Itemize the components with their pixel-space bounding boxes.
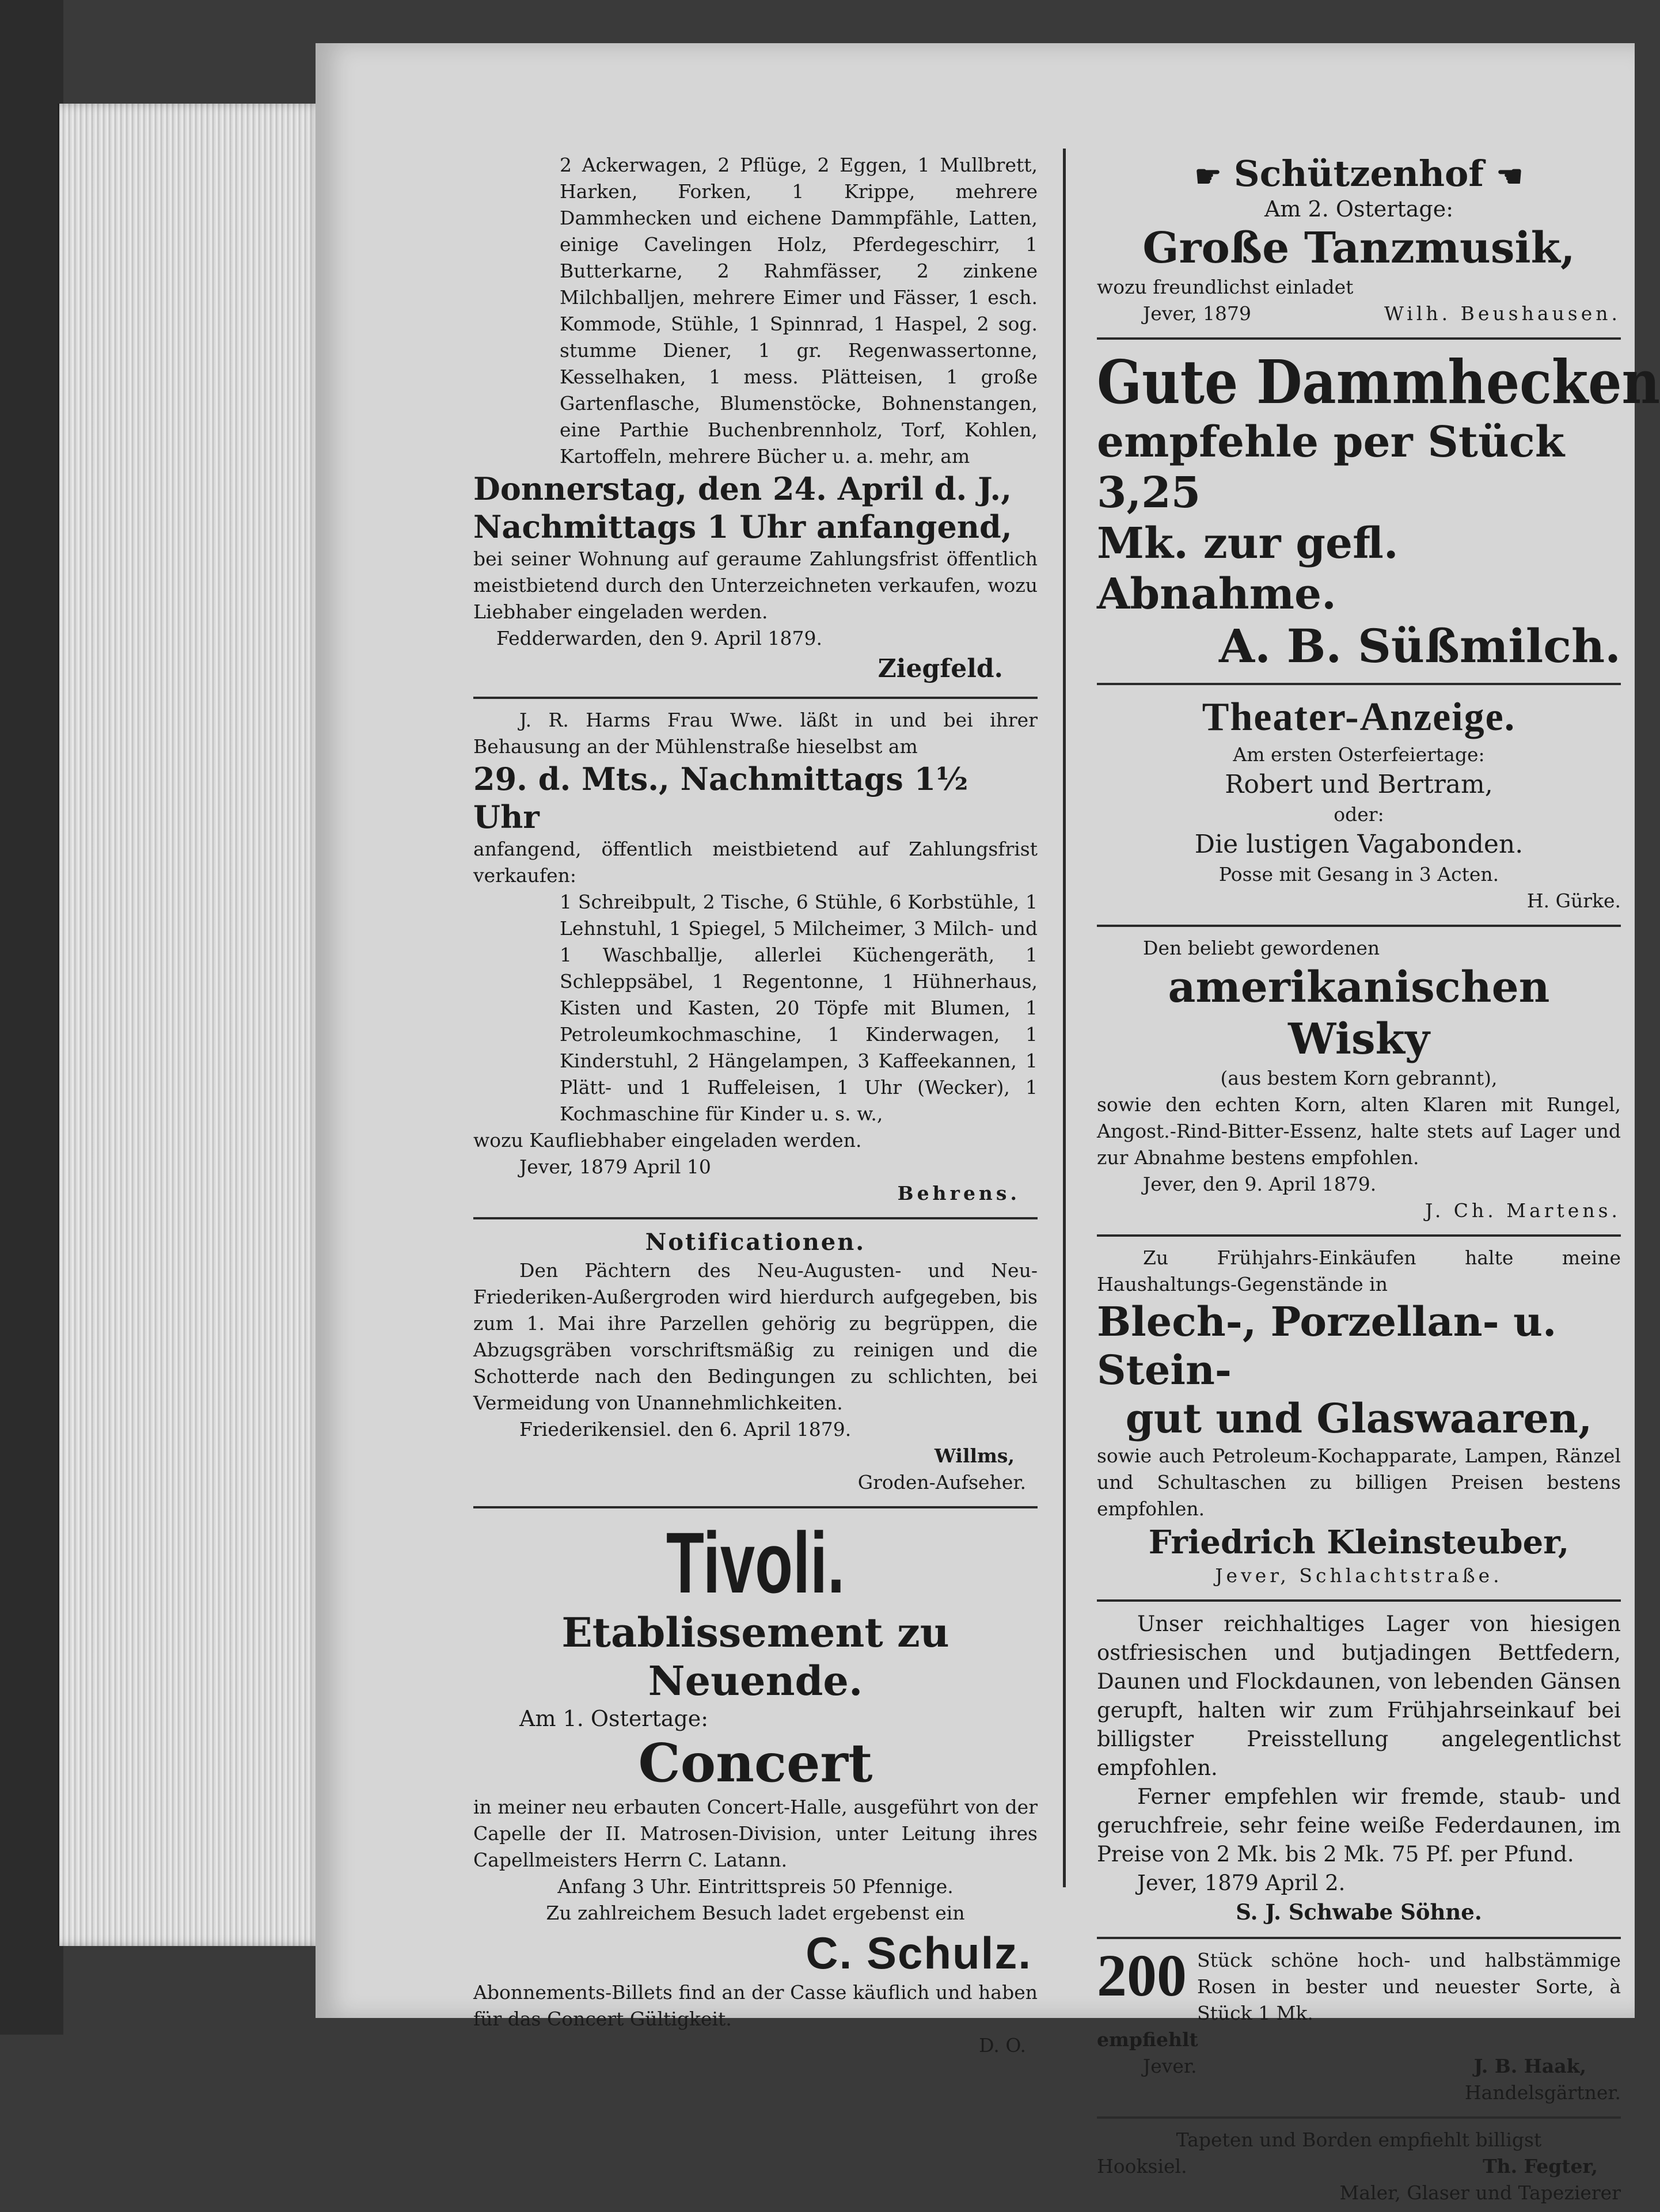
section-rule — [473, 1217, 1038, 1219]
theater-play-2: Die lustigen Vagabonden. — [1194, 830, 1524, 859]
schwabe-signature: S. J. Schwabe Söhne. — [1236, 1899, 1482, 1925]
schwabe-place-date: Jever, 1879 April 2. — [1137, 1871, 1346, 1895]
tivoli-host: C. Schulz. — [806, 1928, 1032, 1978]
theater-genre: Posse mit Gesang in 3 Acten. — [1218, 863, 1499, 885]
wisky-intro: Den beliebt gewordenen — [1143, 937, 1380, 959]
theater-ad — [1097, 690, 1621, 920]
rosen-closing: empfiehlt — [1097, 2028, 1198, 2051]
dammhecken-offer: empfehle per Stück 3,25 — [1097, 417, 1565, 518]
fegter-signature-name: Th. Fegter, — [1483, 2155, 1598, 2177]
tivoli-occasion: Am 1. Ostertage: — [519, 1706, 709, 1731]
schuetzenhof-ad — [1097, 149, 1621, 333]
page-stack-edge — [58, 104, 324, 1946]
auction-fedderwarden-ad — [473, 149, 1038, 692]
notifications-signature-name: Willms, — [934, 1445, 1015, 1467]
notifications-heading: Notificationen. — [645, 1229, 866, 1256]
auction-place-date: Fedderwarden, den 9. April 1879. — [496, 627, 822, 649]
theater-play-1: Robert und Bertram, — [1225, 770, 1493, 799]
auction-items-text: 2 Ackerwagen, 2 Pflüge, 2 Eggen, 1 Mullbrett, Harken, Forken, 1 Krippe, mehrere Dammhecken und eichene Dammpfähle, Latten, einige Cavelingen Holz, Pferdegeschirr, 1 Butterkarne, 2 Rahmfässer, 2 zinkene Milchballjen, mehrere Eimer und Fässer, 1 esch. Kommode, Stühle, 1 Spinnrad, 1 Haspel, 2 sog. stumme Diener, 1 gr. Regenwassertonne, Kesselhaken, 1 mess. Plätteisen, 1 große Gartenflasche, Blumenstöcke, Bohnenstangen, eine Parthie Buchenbrennholz, Torf, Kohlen, Kartoffeln, mehrere Bücher u. a. mehr, am — [560, 154, 1038, 468]
notifications-body: Den Pächtern des Neu-Augusten- und Neu-Friederiken-Außergroden wird hierdurch aufgegeben, bis zum 1. Mai ihre Parzellen gehörig zu begrüppen, die Abzugsgräben vorschriftsmäßig zu reinigen und die Schotterde nach den Bedingungen zu schlichten, bei Vermeidung von Unannehmlichkeiten. — [473, 1259, 1038, 1414]
tivoli-description: in meiner neu erbauten Concert-Halle, ausgeführt von der Capelle der II. Matrosen-Division, unter Leitung ihres Capellmeisters Herrn C. Latann. — [473, 1796, 1038, 1871]
dammhecken-ad — [1097, 344, 1660, 678]
harms-items-text: 1 Schreibpult, 2 Tische, 6 Stühle, 6 Korbstühle, 1 Lehnstuhl, 1 Spiegel, 5 Milcheimer, 3 Milch- und 1 Waschballje, allerlei Küchengeräth, 1 Schleppsäbel, 1 Regentonne, 1 Hühnerhaus, Kisten und Kasten, 20 Töpfe mit Blumen, 1 Petroleumkochmaschine, 1 Kinderwagen, 1 Kinderstuhl, 2 Hängelampen, 3 Kaffeekannen, 1 Plätt- und 1 Ruffeleisen, 1 Uhr (Wecker), 1 Kochmaschine für Kinder u. s. w., — [560, 891, 1038, 1125]
section-rule — [1097, 2116, 1621, 2119]
fegter-footer — [1097, 2153, 1621, 2180]
section-rule — [1097, 1937, 1621, 1939]
schuetzenhof-occasion: Am 2. Ostertage: — [1264, 196, 1453, 222]
rosen-signature-name: J. B. Haak, — [1473, 2055, 1586, 2077]
tivoli-start: Anfang 3 Uhr. Eintrittspreis 50 Pfennige. — [557, 1875, 954, 1898]
schuetzenhof-title-line — [1097, 152, 1621, 196]
harms-signature: Behrens. — [897, 1182, 1020, 1204]
tivoli-invite: Zu zahlreichem Besuch ladet ergebenst ein — [546, 1902, 965, 1924]
auction-signature: Ziegfeld. — [878, 654, 1003, 683]
wisky-place-date: Jever, den 9. April 1879. — [1143, 1173, 1377, 1195]
kleinsteuber-ad — [1097, 1241, 1621, 1595]
section-rule — [1097, 337, 1621, 340]
tivoli-note-sign: D. O. — [979, 2034, 1026, 2057]
pointing-hand-left-icon: ☛ — [1194, 159, 1222, 194]
kleinsteuber-name: Friedrich Kleinsteuber, — [1148, 1523, 1570, 1561]
schuetzenhof-title: Schützenhof — [1233, 153, 1484, 195]
section-rule — [1097, 1234, 1621, 1237]
auction-date-line: Donnerstag, den 24. April d. J., — [473, 470, 1012, 507]
dammhecken-offer-2: Mk. zur gefl. Abnahme. — [1097, 519, 1399, 619]
auction-terms: bei seiner Wohnung auf geraume Zahlungsfrist öffentlich meistbietend durch den Unterzeichneten verkaufen, wozu Liebhaber eingeladen werden. — [473, 548, 1038, 623]
schuetzenhof-signature: Wilh. Beushausen. — [1384, 302, 1621, 325]
wisky-ad — [1097, 932, 1621, 1230]
notifications-place-date: Friederikensiel. den 6. April 1879. — [519, 1418, 852, 1441]
wisky-note: (aus bestem Korn gebrannt), — [1220, 1067, 1498, 1089]
theater-signature: H. Gürke. — [1526, 890, 1621, 912]
section-rule — [1097, 683, 1621, 685]
rosen-body: Stück schöne hoch- und halbstämmige Rosen in bester und neuester Sorte, à Stück 1 Mk. — [1197, 1949, 1621, 2024]
theater-or: oder: — [1334, 803, 1384, 826]
schuetzenhof-footer — [1097, 301, 1621, 327]
section-rule — [473, 1506, 1038, 1508]
fegter-place: Hooksiel. — [1097, 2155, 1187, 2177]
left-column — [473, 149, 1038, 2057]
harms-closing: wozu Kaufliebhaber eingeladen werden. — [473, 1129, 862, 1151]
schwabe-body-1: Unser reichhaltiges Lager von hiesigen ostfriesischen und butjadingen Bettfedern, Daunen und Flockdaunen, von lebenden Gänsen gerupft, halten wir zum Frühjahrseinkauf bei billigster Preisstellung angelegentlichst empfohlen. — [1097, 1612, 1621, 1780]
rosen-place: Jever. — [1143, 2055, 1197, 2077]
section-rule — [1097, 1599, 1621, 1602]
fegter-body: Tapeten und Borden empfiehlt billigst — [1176, 2129, 1542, 2151]
wisky-signature: J. Ch. Martens. — [1425, 1199, 1621, 1222]
harms-place-date: Jever, 1879 April 10 — [519, 1156, 711, 1178]
schwabe-body-2: Ferner empfehlen wir fremde, staub- und geruchfreie, sehr feine weiße Federdaunen, im Preise von 2 Mk. bis 2 Mk. 75 Pf. per Pfund. — [1097, 1784, 1621, 1867]
theater-occasion: Am ersten Osterfeiertage: — [1233, 743, 1485, 766]
rosen-count: 200 — [1097, 1943, 1187, 2009]
auction-time-line: Nachmittags 1 Uhr anfangend, — [473, 508, 1012, 545]
kleinsteuber-intro: Zu Frühjahrs-Einkäufen halte meine Haushaltungs-Gegenstände in — [1097, 1246, 1621, 1295]
tivoli-title: Tivoli. — [666, 1514, 845, 1611]
kleinsteuber-title-2: gut und Glaswaaren, — [1125, 1394, 1593, 1442]
harms-terms: anfangend, öffentlich meistbietend auf Zahlungsfrist verkaufen: — [473, 838, 1038, 887]
fegter-signature-title: Maler, Glaser und Tapezierer — [1339, 2181, 1621, 2204]
dammhecken-title: Gute Dammhecken — [1097, 347, 1660, 417]
section-rule — [1097, 925, 1621, 927]
right-column — [1097, 149, 1660, 2204]
kleinsteuber-address: Jever, Schlachtstraße. — [1215, 1564, 1503, 1587]
schuetzenhof-invite: wozu freundlichst einladet — [1097, 276, 1354, 298]
column-divider — [1063, 149, 1066, 1887]
notifications-ad — [473, 1224, 1038, 1502]
rosen-ad — [1097, 1944, 1621, 2112]
tivoli-note: Abonnements-Billets find an der Casse käuflich und haben für das Concert Gültigkeit. — [473, 1981, 1038, 2030]
tivoli-ad — [473, 1513, 1038, 2065]
harms-intro: J. R. Harms Frau Wwe. läßt in und bei ihrer Behausung an der Mühlenstraße hieselbst am — [473, 709, 1038, 758]
fegter-ad — [1097, 2123, 1621, 2212]
schuetzenhof-place-date: Jever, 1879 — [1143, 302, 1252, 325]
pointing-hand-right-icon: ☚ — [1496, 159, 1524, 194]
rosen-signature-title: Handelsgärtner. — [1464, 2081, 1621, 2104]
wisky-title: amerikanischen Wisky — [1168, 963, 1550, 1064]
tivoli-event: Concert — [638, 1732, 873, 1794]
notifications-signature-title: Groden-Aufseher. — [857, 1471, 1026, 1493]
schwabe-ad — [1097, 1606, 1621, 1932]
kleinsteuber-title-1: Blech-, Porzellan- u. Stein- — [1097, 1298, 1557, 1394]
book-cover-edge — [0, 0, 63, 2035]
schuetzenhof-event: Große Tanzmusik, — [1142, 223, 1575, 273]
section-rule — [473, 697, 1038, 699]
harms-date-line: 29. d. Mts., Nachmittags 1½ Uhr — [473, 761, 968, 835]
auction-harms-ad — [473, 704, 1038, 1213]
rosen-footer — [1097, 2053, 1621, 2080]
kleinsteuber-body: sowie auch Petroleum-Kochapparate, Lampen, Ränzel und Schultaschen zu billigen Preisen bestens empfohlen. — [1097, 1445, 1621, 1520]
wisky-body: sowie den echten Korn, alten Klaren mit Rungel, Angost.-Rind-Bitter-Essenz, halte stets auf Lager und zur Abnahme bestens empfohlen. — [1097, 1093, 1621, 1169]
theater-title: Theater-Anzeige. — [1202, 695, 1516, 739]
dammhecken-seller: A. B. Süßmilch. — [1219, 619, 1621, 673]
tivoli-subtitle: Etablissement zu Neuende. — [561, 1609, 949, 1705]
